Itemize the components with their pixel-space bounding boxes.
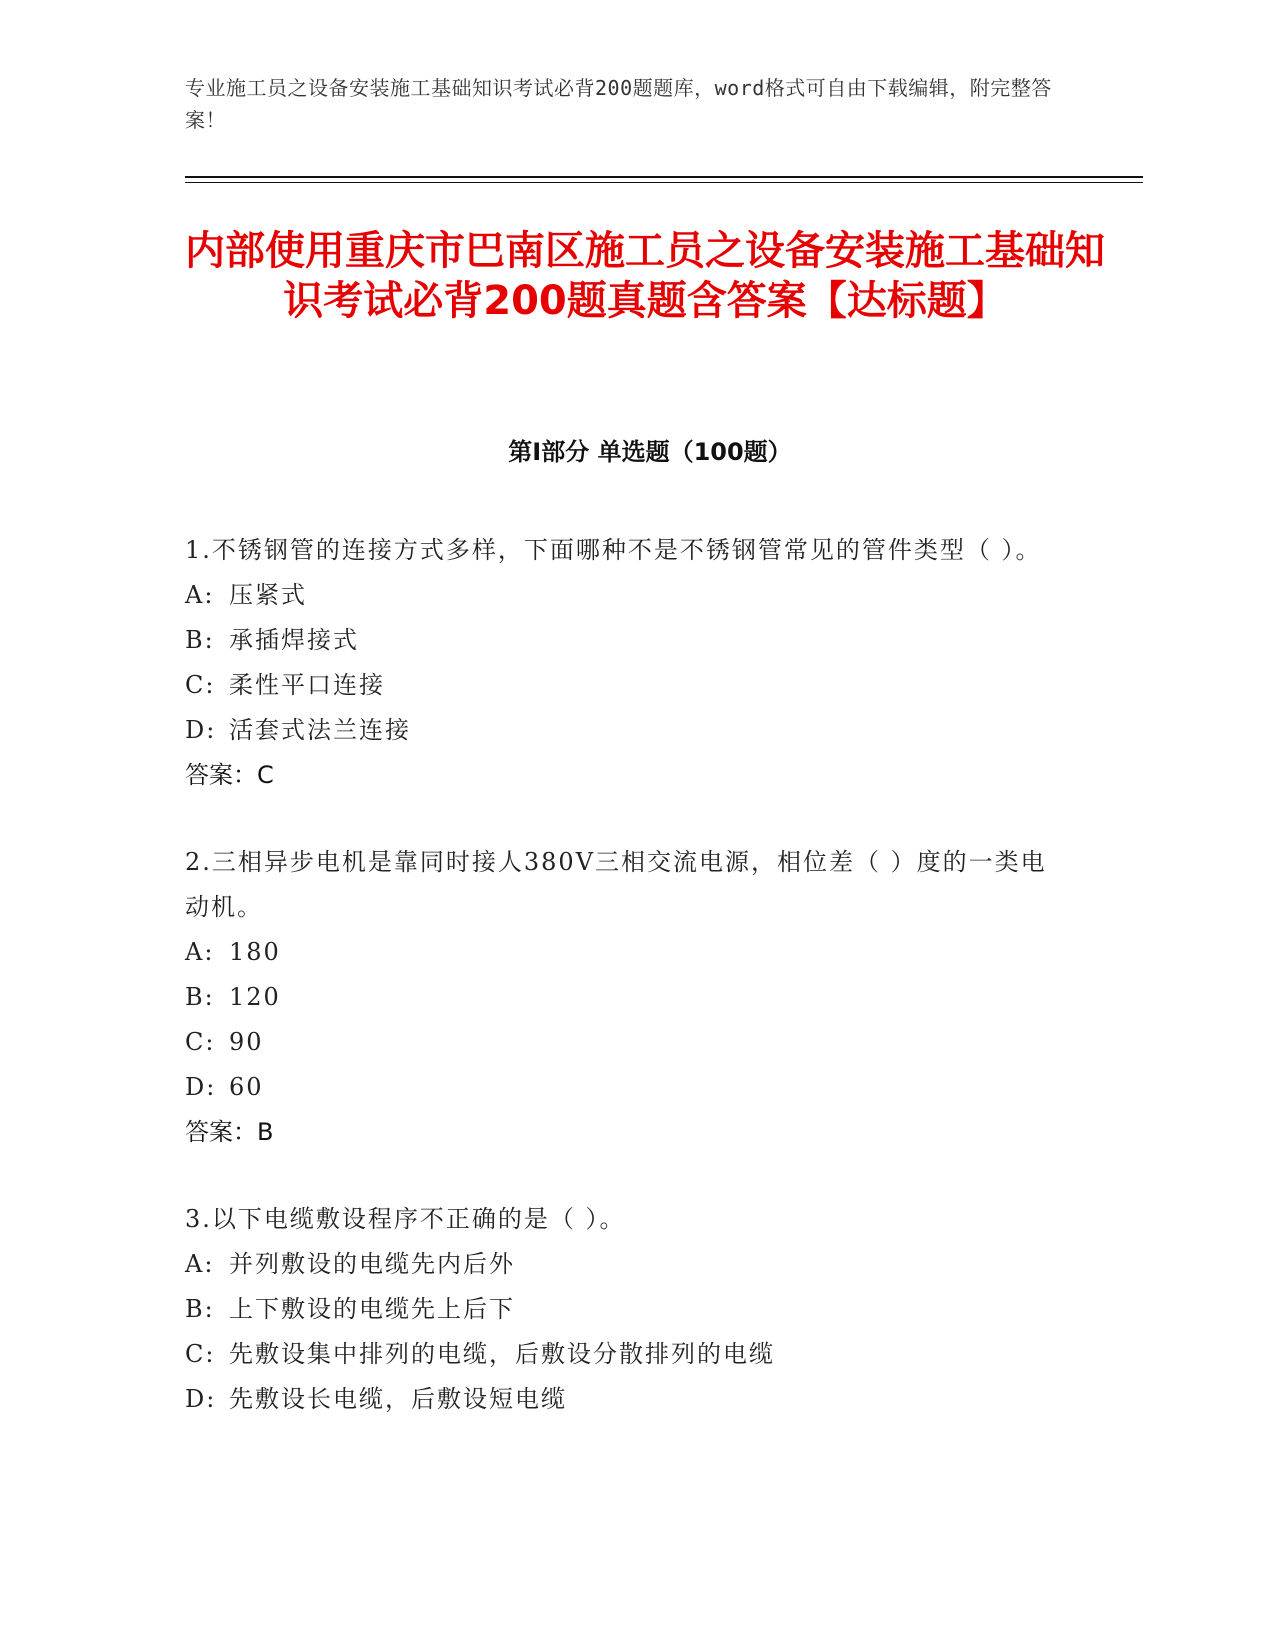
option-text: 90 — [229, 1028, 264, 1056]
header-divider-thin — [185, 182, 1143, 183]
option-text: 180 — [229, 938, 281, 966]
option-a — [185, 930, 1065, 975]
option-c — [185, 1020, 1065, 1065]
document-title: 内部使用重庆市巴南区施工员之设备安装施工基础知识考试必背200题真题含答案【达标题】 — [185, 228, 1105, 324]
option-text: 120 — [229, 983, 281, 1011]
question-stem: 3.以下电缆敷设程序不正确的是（ ）。 — [185, 1205, 626, 1233]
option-text: 压紧式 — [229, 581, 307, 609]
option-letter: D: — [185, 716, 217, 744]
option-letter: A: — [185, 581, 215, 609]
option-b — [185, 975, 1065, 1020]
option-d — [185, 708, 1065, 753]
option-letter: B: — [185, 983, 215, 1011]
option-text: 先敷设集中排列的电缆，后敷设分散排列的电缆 — [229, 1340, 775, 1368]
option-text: 上下敷设的电缆先上后下 — [229, 1295, 515, 1323]
option-b — [185, 618, 1065, 663]
question-list — [185, 528, 1065, 1464]
section-title: 第Ⅰ部分 单选题（100题） — [508, 438, 792, 466]
answer-line: 答案：C — [185, 761, 274, 789]
question-1 — [185, 528, 1065, 798]
answer-line: 答案：B — [185, 1118, 274, 1146]
option-text: 柔性平口连接 — [229, 671, 385, 699]
option-letter: A: — [185, 938, 215, 966]
option-letter: B: — [185, 1295, 215, 1323]
option-letter: D: — [185, 1073, 217, 1101]
option-text: 承插焊接式 — [229, 626, 359, 654]
option-b — [185, 1287, 1065, 1332]
question-2 — [185, 840, 1065, 1155]
option-text: 先敷设长电缆，后敷设短电缆 — [229, 1385, 567, 1413]
option-letter: C: — [185, 1340, 216, 1368]
option-a — [185, 573, 1065, 618]
question-stem: 2.三相异步电机是靠同时接人380V三相交流电源，相位差（ ）度的一类电动机。 — [185, 848, 1047, 921]
option-c — [185, 663, 1065, 708]
option-a — [185, 1242, 1065, 1287]
header-note: 专业施工员之设备安装施工基础知识考试必背200题题库，word格式可自由下载编辑，附完整答案！ — [185, 76, 1052, 132]
option-letter: D: — [185, 1385, 217, 1413]
option-d — [185, 1377, 1065, 1422]
option-text: 60 — [229, 1073, 264, 1101]
option-letter: C: — [185, 1028, 216, 1056]
option-letter: B: — [185, 626, 215, 654]
question-stem: 1.不锈钢管的连接方式多样，下面哪种不是不锈钢管常见的管件类型（ ）。 — [185, 536, 1042, 564]
option-letter: C: — [185, 671, 216, 699]
option-text: 并列敷设的电缆先内后外 — [229, 1250, 515, 1278]
option-text: 活套式法兰连接 — [229, 716, 411, 744]
header-divider-thick — [185, 176, 1143, 178]
option-d — [185, 1065, 1065, 1110]
option-letter: A: — [185, 1250, 215, 1278]
question-3 — [185, 1197, 1065, 1422]
option-c — [185, 1332, 1065, 1377]
